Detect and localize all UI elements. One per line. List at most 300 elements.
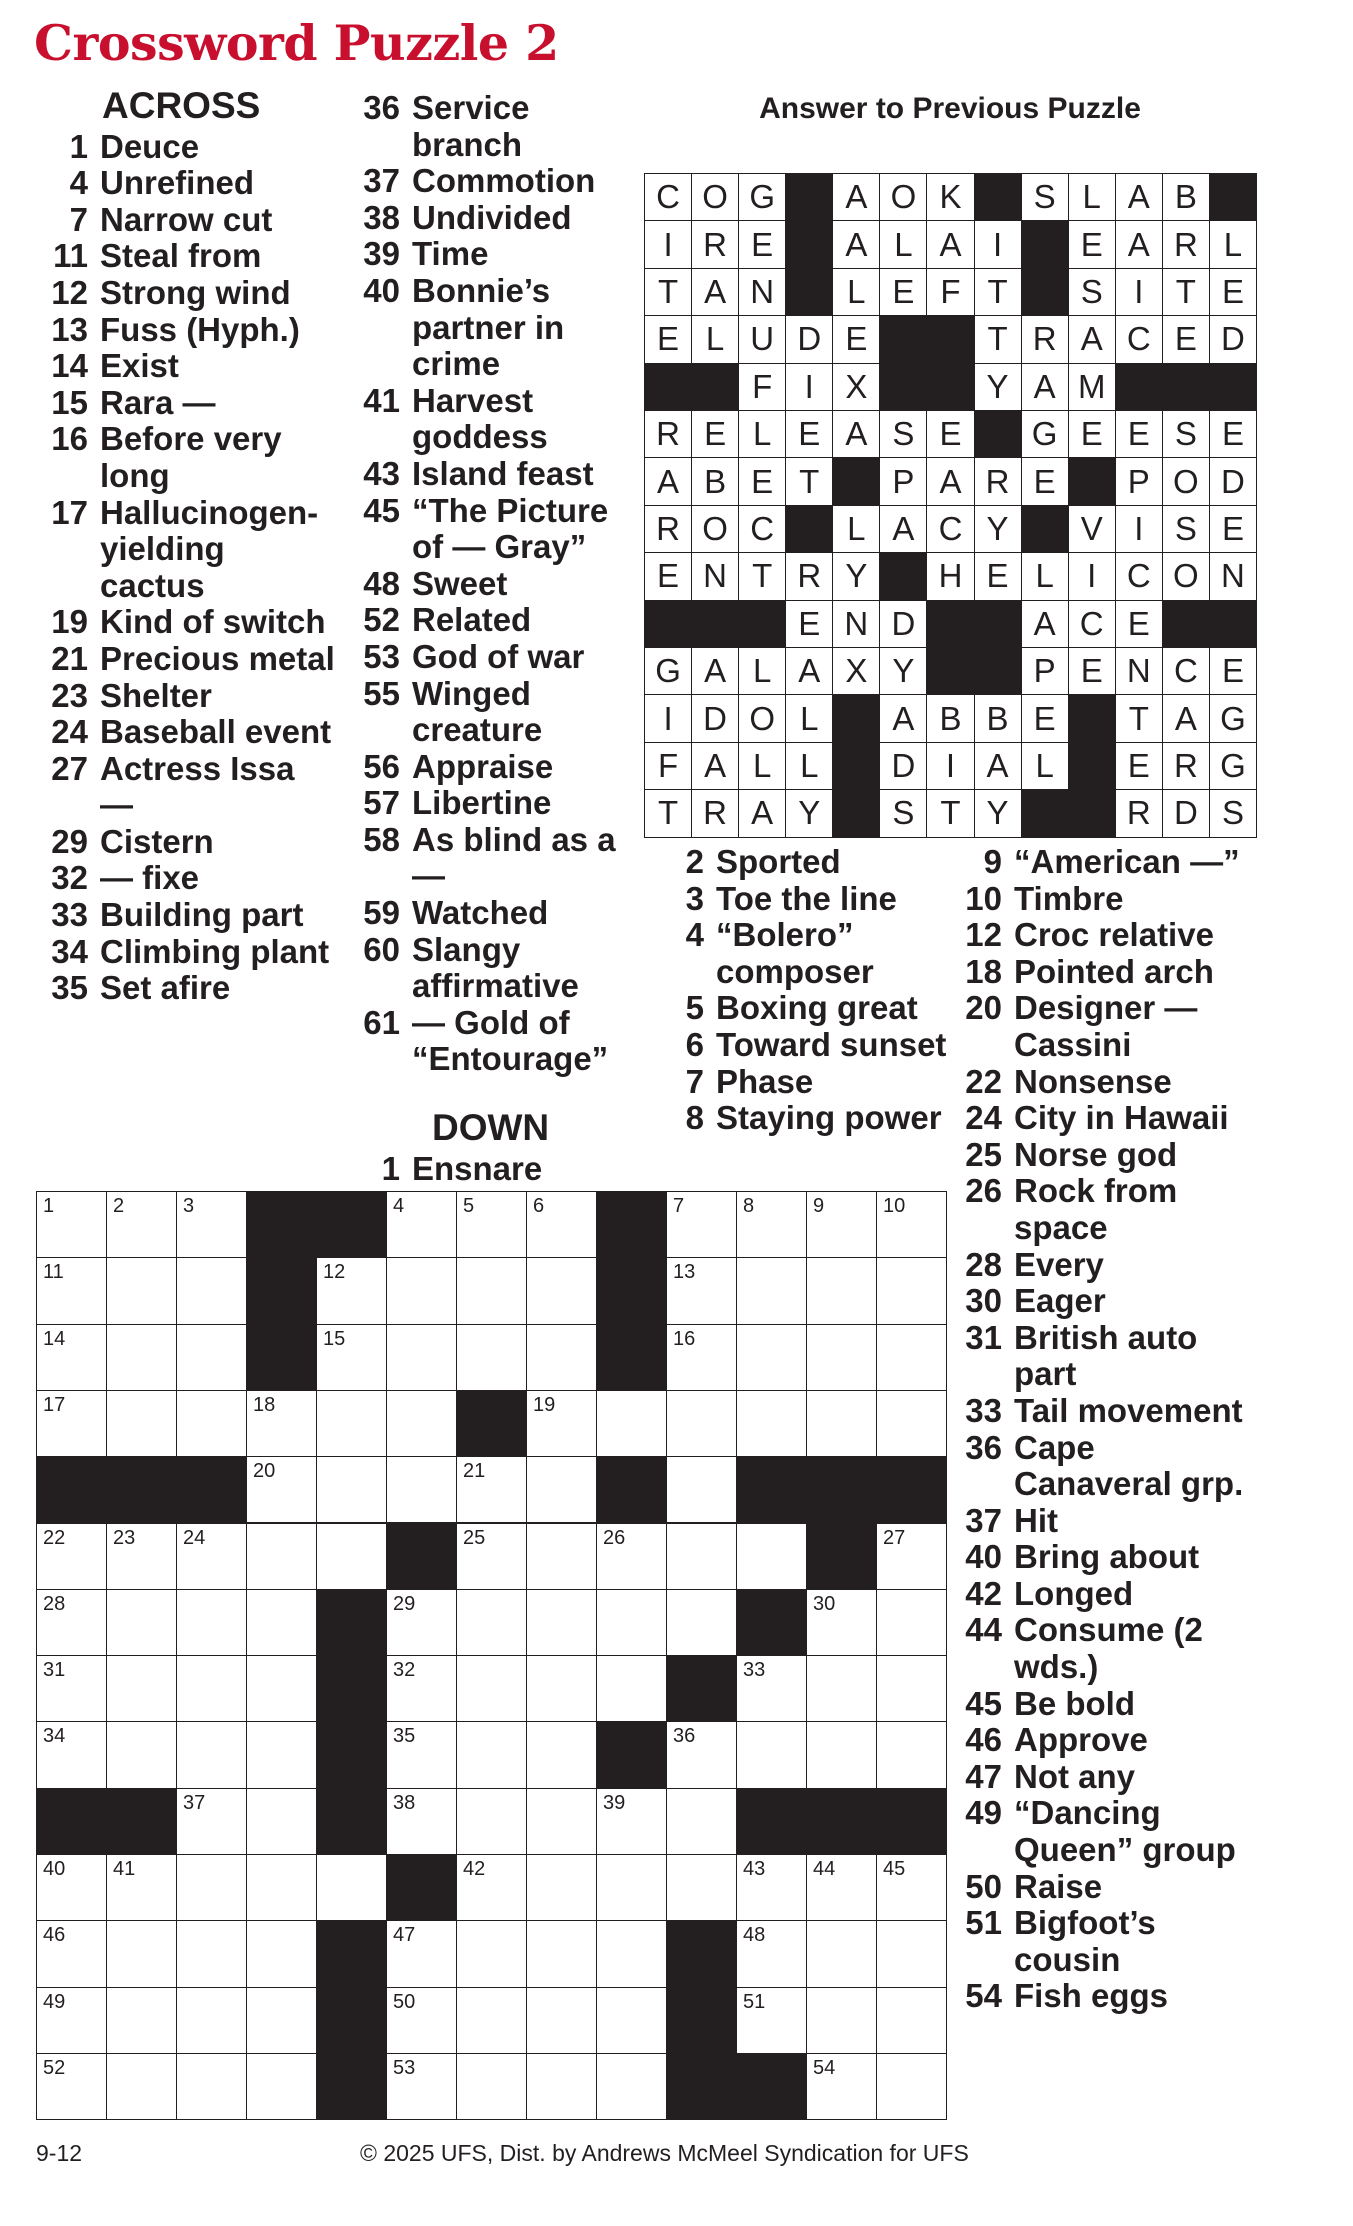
across-clues-column-2 bbox=[350, 90, 645, 1187]
clue-down-col4-49 bbox=[960, 1795, 1250, 1868]
clue-number: 38 bbox=[363, 198, 400, 236]
puzzle-cell[interactable] bbox=[806, 1721, 877, 1788]
puzzle-cell[interactable] bbox=[36, 1191, 107, 1258]
answer-letter-cell: T bbox=[1162, 268, 1210, 316]
cell-number: 17 bbox=[43, 1393, 66, 1416]
cell-number: 7 bbox=[673, 1195, 685, 1217]
puzzle-cell[interactable] bbox=[316, 1390, 387, 1457]
puzzle-cell[interactable] bbox=[596, 1854, 667, 1921]
answer-letter-cell: D bbox=[1209, 315, 1257, 363]
puzzle-cell[interactable] bbox=[316, 1324, 387, 1391]
puzzle-cell[interactable] bbox=[456, 1257, 527, 1324]
puzzle-cell[interactable] bbox=[736, 1324, 807, 1391]
clue-across-col2-36 bbox=[350, 90, 645, 163]
answer-letter-cell: A bbox=[691, 647, 739, 695]
puzzle-cell[interactable] bbox=[386, 1191, 457, 1258]
clue-text: Fuss (Hyph.) bbox=[100, 310, 300, 348]
clue-text: Rara — bbox=[100, 383, 216, 421]
puzzle-cell[interactable] bbox=[176, 1523, 247, 1590]
puzzle-cell[interactable] bbox=[876, 1390, 947, 1457]
puzzle-cell[interactable] bbox=[246, 1589, 317, 1656]
puzzle-cell[interactable] bbox=[666, 1191, 737, 1258]
puzzle-cell[interactable] bbox=[806, 1324, 877, 1391]
footer-copyright: © 2025 UFS, Dist. by Andrews McMeel Syndication for UFS bbox=[360, 2140, 969, 2166]
cell-number: 11 bbox=[43, 1261, 64, 1284]
answer-black-cell bbox=[1068, 789, 1116, 837]
puzzle-cell[interactable] bbox=[596, 1523, 667, 1590]
answer-letter-cell: N bbox=[832, 600, 880, 648]
answer-letter-cell: S bbox=[1209, 789, 1257, 837]
clue-down-col4-36 bbox=[960, 1430, 1250, 1503]
puzzle-cell[interactable] bbox=[526, 1987, 597, 2054]
answer-letter-cell: T bbox=[785, 457, 833, 505]
answer-letter-cell: I bbox=[926, 742, 974, 790]
puzzle-cell[interactable] bbox=[246, 1655, 317, 1722]
puzzle-cell[interactable] bbox=[666, 1523, 737, 1590]
puzzle-cell[interactable] bbox=[36, 1987, 107, 2054]
answer-letter-cell: R bbox=[1115, 789, 1163, 837]
puzzle-cell[interactable] bbox=[876, 1191, 947, 1258]
puzzle-cell[interactable] bbox=[106, 2053, 177, 2120]
puzzle-cell[interactable] bbox=[456, 2053, 527, 2120]
puzzle-cell[interactable] bbox=[526, 1854, 597, 1921]
clue-text: Exist bbox=[100, 347, 179, 385]
puzzle-cell[interactable] bbox=[456, 1191, 527, 1258]
puzzle-cell[interactable] bbox=[316, 1257, 387, 1324]
clue-down-col4-26 bbox=[960, 1173, 1250, 1246]
puzzle-cell[interactable] bbox=[806, 1257, 877, 1324]
cell-number: 52 bbox=[43, 2056, 66, 2079]
answer-letter-cell: A bbox=[974, 742, 1022, 790]
puzzle-cell[interactable] bbox=[806, 1655, 877, 1722]
answer-letter-cell: U bbox=[738, 315, 786, 363]
puzzle-cell[interactable] bbox=[596, 1987, 667, 2054]
clue-down-col4-24 bbox=[960, 1100, 1250, 1137]
answer-letter-cell: T bbox=[1115, 694, 1163, 742]
puzzle-black-cell bbox=[316, 2053, 387, 2120]
cell-number: 15 bbox=[323, 1327, 346, 1350]
puzzle-cell[interactable] bbox=[736, 1721, 807, 1788]
puzzle-cell[interactable] bbox=[106, 1721, 177, 1788]
answer-letter-cell: P bbox=[1021, 647, 1069, 695]
puzzle-cell[interactable] bbox=[456, 1987, 527, 2054]
clue-text: Eager bbox=[1014, 1282, 1106, 1320]
cell-number: 13 bbox=[673, 1261, 696, 1284]
clue-across-col1-32 bbox=[36, 860, 336, 897]
puzzle-black-cell bbox=[876, 1456, 947, 1523]
clue-text: British auto part bbox=[1014, 1318, 1198, 1393]
clue-down-col3-2 bbox=[668, 844, 958, 881]
puzzle-black-cell bbox=[736, 1788, 807, 1855]
clue-text: Deuce bbox=[100, 127, 200, 165]
answer-letter-cell: E bbox=[1021, 457, 1069, 505]
answer-letter-cell: I bbox=[1115, 268, 1163, 316]
puzzle-black-cell bbox=[806, 1456, 877, 1523]
puzzle-cell[interactable] bbox=[246, 2053, 317, 2120]
clue-across-col1-1 bbox=[36, 129, 336, 166]
puzzle-cell[interactable] bbox=[876, 2053, 947, 2120]
puzzle-cell[interactable] bbox=[386, 1987, 457, 2054]
clue-text: Baseball event bbox=[100, 713, 332, 751]
answer-letter-cell: E bbox=[691, 410, 739, 458]
clue-number: 43 bbox=[363, 454, 400, 492]
puzzle-cell[interactable] bbox=[526, 1257, 597, 1324]
puzzle-black-cell bbox=[316, 1920, 387, 1987]
puzzle-cell[interactable] bbox=[246, 1390, 317, 1457]
puzzle-cell[interactable] bbox=[456, 1324, 527, 1391]
clue-number: 34 bbox=[51, 932, 88, 970]
puzzle-cell[interactable] bbox=[176, 1920, 247, 1987]
puzzle-black-cell bbox=[316, 1589, 387, 1656]
puzzle-cell[interactable] bbox=[526, 1920, 597, 1987]
cell-number: 37 bbox=[183, 1791, 206, 1814]
puzzle-cell[interactable] bbox=[666, 1324, 737, 1391]
puzzle-cell[interactable] bbox=[246, 1523, 317, 1590]
clue-across-col1-27 bbox=[36, 751, 336, 824]
puzzle-cell[interactable] bbox=[176, 1721, 247, 1788]
puzzle-cell[interactable] bbox=[386, 1456, 457, 1523]
puzzle-cell[interactable] bbox=[386, 1721, 457, 1788]
clue-number: 26 bbox=[965, 1172, 1002, 1210]
answer-letter-cell: E bbox=[1209, 505, 1257, 553]
puzzle-cell[interactable] bbox=[666, 1390, 737, 1457]
puzzle-cell[interactable] bbox=[666, 1721, 737, 1788]
clue-down-col3-7 bbox=[668, 1064, 958, 1101]
answer-letter-cell: F bbox=[644, 742, 692, 790]
clue-text: Be bold bbox=[1014, 1684, 1135, 1722]
cell-number: 23 bbox=[113, 1526, 136, 1549]
answer-black-cell bbox=[1162, 363, 1210, 411]
clue-down-col4-30 bbox=[960, 1283, 1250, 1320]
puzzle-cell[interactable] bbox=[106, 1191, 177, 1258]
answer-letter-cell: L bbox=[738, 742, 786, 790]
puzzle-cell[interactable] bbox=[876, 1324, 947, 1391]
puzzle-cell[interactable] bbox=[176, 1257, 247, 1324]
clue-number: 51 bbox=[965, 1904, 1002, 1942]
answer-letter-cell: A bbox=[1021, 600, 1069, 648]
puzzle-cell[interactable] bbox=[246, 1788, 317, 1855]
clue-text: Winged creature bbox=[412, 674, 543, 749]
answer-letter-cell: A bbox=[1115, 220, 1163, 268]
answer-letter-cell: E bbox=[1209, 410, 1257, 458]
clue-text: Consume (2 wds.) bbox=[1014, 1611, 1203, 1686]
puzzle-cell[interactable] bbox=[106, 1257, 177, 1324]
puzzle-cell[interactable] bbox=[876, 1854, 947, 1921]
puzzle-cell[interactable] bbox=[736, 1920, 807, 1987]
puzzle-cell[interactable] bbox=[36, 1324, 107, 1391]
puzzle-cell[interactable] bbox=[36, 1589, 107, 1656]
puzzle-cell[interactable] bbox=[386, 1655, 457, 1722]
puzzle-cell[interactable] bbox=[36, 2053, 107, 2120]
puzzle-cell[interactable] bbox=[596, 1589, 667, 1656]
puzzle-cell[interactable] bbox=[246, 1987, 317, 2054]
answer-letter-cell: I bbox=[974, 220, 1022, 268]
cell-number: 2 bbox=[113, 1195, 125, 1217]
clue-number: 9 bbox=[983, 843, 1002, 880]
puzzle-cell[interactable] bbox=[106, 1324, 177, 1391]
clue-text: Cape Canaveral grp. bbox=[1014, 1428, 1244, 1503]
puzzle-cell[interactable] bbox=[876, 1721, 947, 1788]
across-list-2 bbox=[350, 90, 645, 1078]
puzzle-cell[interactable] bbox=[526, 1390, 597, 1457]
answer-letter-cell: A bbox=[785, 647, 833, 695]
answer-letter-cell: B bbox=[1162, 173, 1210, 221]
puzzle-cell[interactable] bbox=[736, 1191, 807, 1258]
puzzle-cell[interactable] bbox=[456, 1920, 527, 1987]
puzzle-cell[interactable] bbox=[526, 1523, 597, 1590]
puzzle-cell[interactable] bbox=[316, 1523, 387, 1590]
puzzle-cell[interactable] bbox=[736, 1523, 807, 1590]
puzzle-cell[interactable] bbox=[36, 1854, 107, 1921]
puzzle-black-cell bbox=[36, 1788, 107, 1855]
answer-letter-cell: X bbox=[832, 363, 880, 411]
puzzle-cell[interactable] bbox=[806, 2053, 877, 2120]
clue-number: 40 bbox=[965, 1538, 1002, 1576]
puzzle-cell[interactable] bbox=[806, 1390, 877, 1457]
puzzle-black-cell bbox=[316, 1655, 387, 1722]
puzzle-cell[interactable] bbox=[666, 1788, 737, 1855]
puzzle-cell[interactable] bbox=[456, 1854, 527, 1921]
answer-letter-cell: E bbox=[1068, 220, 1116, 268]
clue-across-col2-59 bbox=[350, 895, 645, 932]
puzzle-cell[interactable] bbox=[876, 1589, 947, 1656]
puzzle-cell[interactable] bbox=[456, 1721, 527, 1788]
puzzle-cell[interactable] bbox=[36, 1721, 107, 1788]
answer-letter-cell: R bbox=[1162, 742, 1210, 790]
clue-across-col1-23 bbox=[36, 678, 336, 715]
puzzle-cell[interactable] bbox=[526, 2053, 597, 2120]
puzzle-cell[interactable] bbox=[806, 1920, 877, 1987]
clue-down-col4-44 bbox=[960, 1612, 1250, 1685]
puzzle-cell[interactable] bbox=[106, 1854, 177, 1921]
puzzle-black-cell bbox=[246, 1257, 317, 1324]
clue-number: 18 bbox=[965, 952, 1002, 990]
clue-number: 48 bbox=[363, 564, 400, 602]
answer-letter-cell: C bbox=[644, 173, 692, 221]
puzzle-cell[interactable] bbox=[526, 1655, 597, 1722]
cell-number: 41 bbox=[113, 1858, 136, 1880]
clue-down-col3-6 bbox=[668, 1027, 958, 1064]
answer-letter-cell: T bbox=[644, 789, 692, 837]
clue-down-col2-1 bbox=[350, 1151, 645, 1188]
puzzle-cell[interactable] bbox=[106, 1390, 177, 1457]
puzzle-cell[interactable] bbox=[456, 1788, 527, 1855]
answer-letter-cell: I bbox=[644, 220, 692, 268]
clue-number: 33 bbox=[51, 896, 88, 934]
answer-letter-cell: S bbox=[1068, 268, 1116, 316]
answer-letter-cell: L bbox=[785, 694, 833, 742]
cell-number: 1 bbox=[43, 1195, 55, 1217]
puzzle-cell[interactable] bbox=[176, 1854, 247, 1921]
puzzle-cell[interactable] bbox=[596, 1788, 667, 1855]
answer-black-cell bbox=[832, 694, 880, 742]
cell-number: 10 bbox=[883, 1195, 906, 1217]
puzzle-cell[interactable] bbox=[176, 1655, 247, 1722]
puzzle-cell[interactable] bbox=[386, 2053, 457, 2120]
puzzle-cell[interactable] bbox=[176, 1589, 247, 1656]
puzzle-cell[interactable] bbox=[386, 1390, 457, 1457]
answer-letter-cell: R bbox=[1021, 315, 1069, 363]
cell-number: 12 bbox=[323, 1261, 346, 1284]
clue-across-col2-58 bbox=[350, 822, 645, 895]
across-clues-column-1 bbox=[36, 85, 336, 1007]
puzzle-cell[interactable] bbox=[526, 1324, 597, 1391]
puzzle-cell[interactable] bbox=[596, 2053, 667, 2120]
clue-down-col4-40 bbox=[960, 1539, 1250, 1576]
puzzle-cell[interactable] bbox=[246, 1456, 317, 1523]
puzzle-black-cell bbox=[106, 1788, 177, 1855]
puzzle-cell[interactable] bbox=[246, 1854, 317, 1921]
clue-text: Hit bbox=[1014, 1501, 1058, 1539]
answer-black-cell bbox=[879, 315, 927, 363]
puzzle-cell[interactable] bbox=[666, 1854, 737, 1921]
puzzle-cell[interactable] bbox=[176, 1390, 247, 1457]
answer-black-cell bbox=[832, 789, 880, 837]
puzzle-cell[interactable] bbox=[526, 1456, 597, 1523]
puzzle-cell[interactable] bbox=[596, 1920, 667, 1987]
cell-number: 26 bbox=[603, 1526, 626, 1549]
cell-number: 39 bbox=[603, 1791, 626, 1814]
clue-number: 16 bbox=[51, 420, 88, 458]
puzzle-cell[interactable] bbox=[176, 1324, 247, 1391]
puzzle-cell[interactable] bbox=[176, 1788, 247, 1855]
puzzle-cell[interactable] bbox=[526, 1721, 597, 1788]
puzzle-cell[interactable] bbox=[806, 1191, 877, 1258]
clue-text: Bigfoot’s cousin bbox=[1014, 1904, 1156, 1978]
puzzle-cell[interactable] bbox=[36, 1523, 107, 1590]
puzzle-cell[interactable] bbox=[36, 1390, 107, 1457]
puzzle-cell[interactable] bbox=[176, 1191, 247, 1258]
puzzle-cell[interactable] bbox=[736, 1987, 807, 2054]
puzzle-cell[interactable] bbox=[316, 1456, 387, 1523]
clue-down-col4-33 bbox=[960, 1393, 1250, 1430]
clue-across-col2-56 bbox=[350, 749, 645, 786]
puzzle-cell[interactable] bbox=[596, 1655, 667, 1722]
cell-number: 31 bbox=[43, 1659, 66, 1682]
answer-letter-cell: A bbox=[691, 268, 739, 316]
puzzle-cell[interactable] bbox=[876, 1920, 947, 1987]
puzzle-cell[interactable] bbox=[386, 1589, 457, 1656]
puzzle-black-cell bbox=[316, 1721, 387, 1788]
answer-letter-cell: C bbox=[1068, 600, 1116, 648]
puzzle-cell[interactable] bbox=[106, 1655, 177, 1722]
down-clues-column-3 bbox=[960, 844, 1250, 2015]
answer-letter-cell: G bbox=[1209, 742, 1257, 790]
puzzle-cell[interactable] bbox=[176, 1987, 247, 2054]
puzzle-cell[interactable] bbox=[666, 1589, 737, 1656]
puzzle-cell[interactable] bbox=[106, 1523, 177, 1590]
puzzle-cell[interactable] bbox=[176, 2053, 247, 2120]
puzzle-cell[interactable] bbox=[386, 1788, 457, 1855]
across-list-1 bbox=[36, 129, 336, 1007]
puzzle-cell[interactable] bbox=[736, 1257, 807, 1324]
puzzle-cell[interactable] bbox=[246, 1721, 317, 1788]
puzzle-cell[interactable] bbox=[526, 1788, 597, 1855]
clue-text: Designer — Cassini bbox=[1014, 989, 1198, 1063]
puzzle-cell[interactable] bbox=[36, 1920, 107, 1987]
puzzle-cell[interactable] bbox=[456, 1655, 527, 1722]
clue-text: Toe the line bbox=[716, 879, 897, 917]
answer-letter-cell: C bbox=[1162, 647, 1210, 695]
answer-letter-cell: B bbox=[691, 457, 739, 505]
answer-letter-cell: E bbox=[1115, 410, 1163, 458]
puzzle-black-cell bbox=[316, 1788, 387, 1855]
cell-number: 51 bbox=[743, 1990, 766, 2013]
clue-text: Unrefined bbox=[100, 164, 255, 202]
answer-letter-cell: O bbox=[879, 173, 927, 221]
clue-text: Strong wind bbox=[100, 273, 291, 311]
clue-number: 56 bbox=[363, 747, 400, 785]
clue-number: 20 bbox=[965, 989, 1002, 1027]
answer-letter-cell: A bbox=[691, 742, 739, 790]
puzzle-cell[interactable] bbox=[456, 1456, 527, 1523]
puzzle-cell[interactable] bbox=[736, 1854, 807, 1921]
puzzle-cell[interactable] bbox=[666, 1456, 737, 1523]
puzzle-cell[interactable] bbox=[736, 1655, 807, 1722]
puzzle-cell[interactable] bbox=[106, 1920, 177, 1987]
clue-text: — Gold of “Entourage” bbox=[412, 1003, 609, 1078]
puzzle-cell[interactable] bbox=[386, 1324, 457, 1391]
clue-text: Longed bbox=[1014, 1574, 1134, 1612]
clue-across-col2-43 bbox=[350, 456, 645, 493]
puzzle-black-cell bbox=[666, 2053, 737, 2120]
clue-down-col3-8 bbox=[668, 1100, 958, 1137]
answer-black-cell bbox=[1209, 173, 1257, 221]
answer-letter-cell: A bbox=[1162, 694, 1210, 742]
puzzle-cell[interactable] bbox=[806, 1987, 877, 2054]
answer-letter-cell: A bbox=[1021, 363, 1069, 411]
puzzle-cell[interactable] bbox=[876, 1257, 947, 1324]
puzzle-cell[interactable] bbox=[386, 1920, 457, 1987]
puzzle-cell[interactable] bbox=[36, 1655, 107, 1722]
puzzle-cell[interactable] bbox=[456, 1523, 527, 1590]
puzzle-black-cell bbox=[316, 1191, 387, 1258]
clue-text: Sweet bbox=[412, 564, 508, 602]
puzzle-cell[interactable] bbox=[806, 1589, 877, 1656]
puzzle-cell[interactable] bbox=[666, 1257, 737, 1324]
puzzle-cell[interactable] bbox=[526, 1589, 597, 1656]
clue-down-col4-37 bbox=[960, 1503, 1250, 1540]
puzzle-cell[interactable] bbox=[246, 1920, 317, 1987]
clue-number: 15 bbox=[51, 383, 88, 421]
puzzle-cell[interactable] bbox=[876, 1523, 947, 1590]
clue-number: 8 bbox=[685, 1099, 704, 1137]
puzzle-cell[interactable] bbox=[596, 1390, 667, 1457]
answer-letter-cell: S bbox=[1021, 173, 1069, 221]
cell-number: 40 bbox=[43, 1858, 66, 1880]
clue-across-col2-41 bbox=[350, 383, 645, 456]
clue-across-col2-55 bbox=[350, 676, 645, 749]
puzzle-cell[interactable] bbox=[106, 1987, 177, 2054]
puzzle-cell[interactable] bbox=[806, 1854, 877, 1921]
puzzle-cell[interactable] bbox=[36, 1257, 107, 1324]
puzzle-cell[interactable] bbox=[456, 1589, 527, 1656]
answer-letter-cell: Y bbox=[974, 789, 1022, 837]
cell-number: 19 bbox=[533, 1393, 556, 1416]
puzzle-cell[interactable] bbox=[106, 1589, 177, 1656]
clue-text: “Dancing Queen” group bbox=[1014, 1794, 1236, 1869]
puzzle-cell[interactable] bbox=[876, 1987, 947, 2054]
puzzle-cell[interactable] bbox=[316, 1854, 387, 1921]
clue-number: 33 bbox=[965, 1391, 1002, 1429]
clue-number: 35 bbox=[51, 969, 88, 1007]
answer-black-cell bbox=[974, 600, 1022, 648]
puzzle-cell[interactable] bbox=[736, 1390, 807, 1457]
puzzle-cell[interactable] bbox=[386, 1257, 457, 1324]
puzzle-cell[interactable] bbox=[876, 1655, 947, 1722]
puzzle-cell[interactable] bbox=[526, 1191, 597, 1258]
answer-black-cell bbox=[785, 220, 833, 268]
